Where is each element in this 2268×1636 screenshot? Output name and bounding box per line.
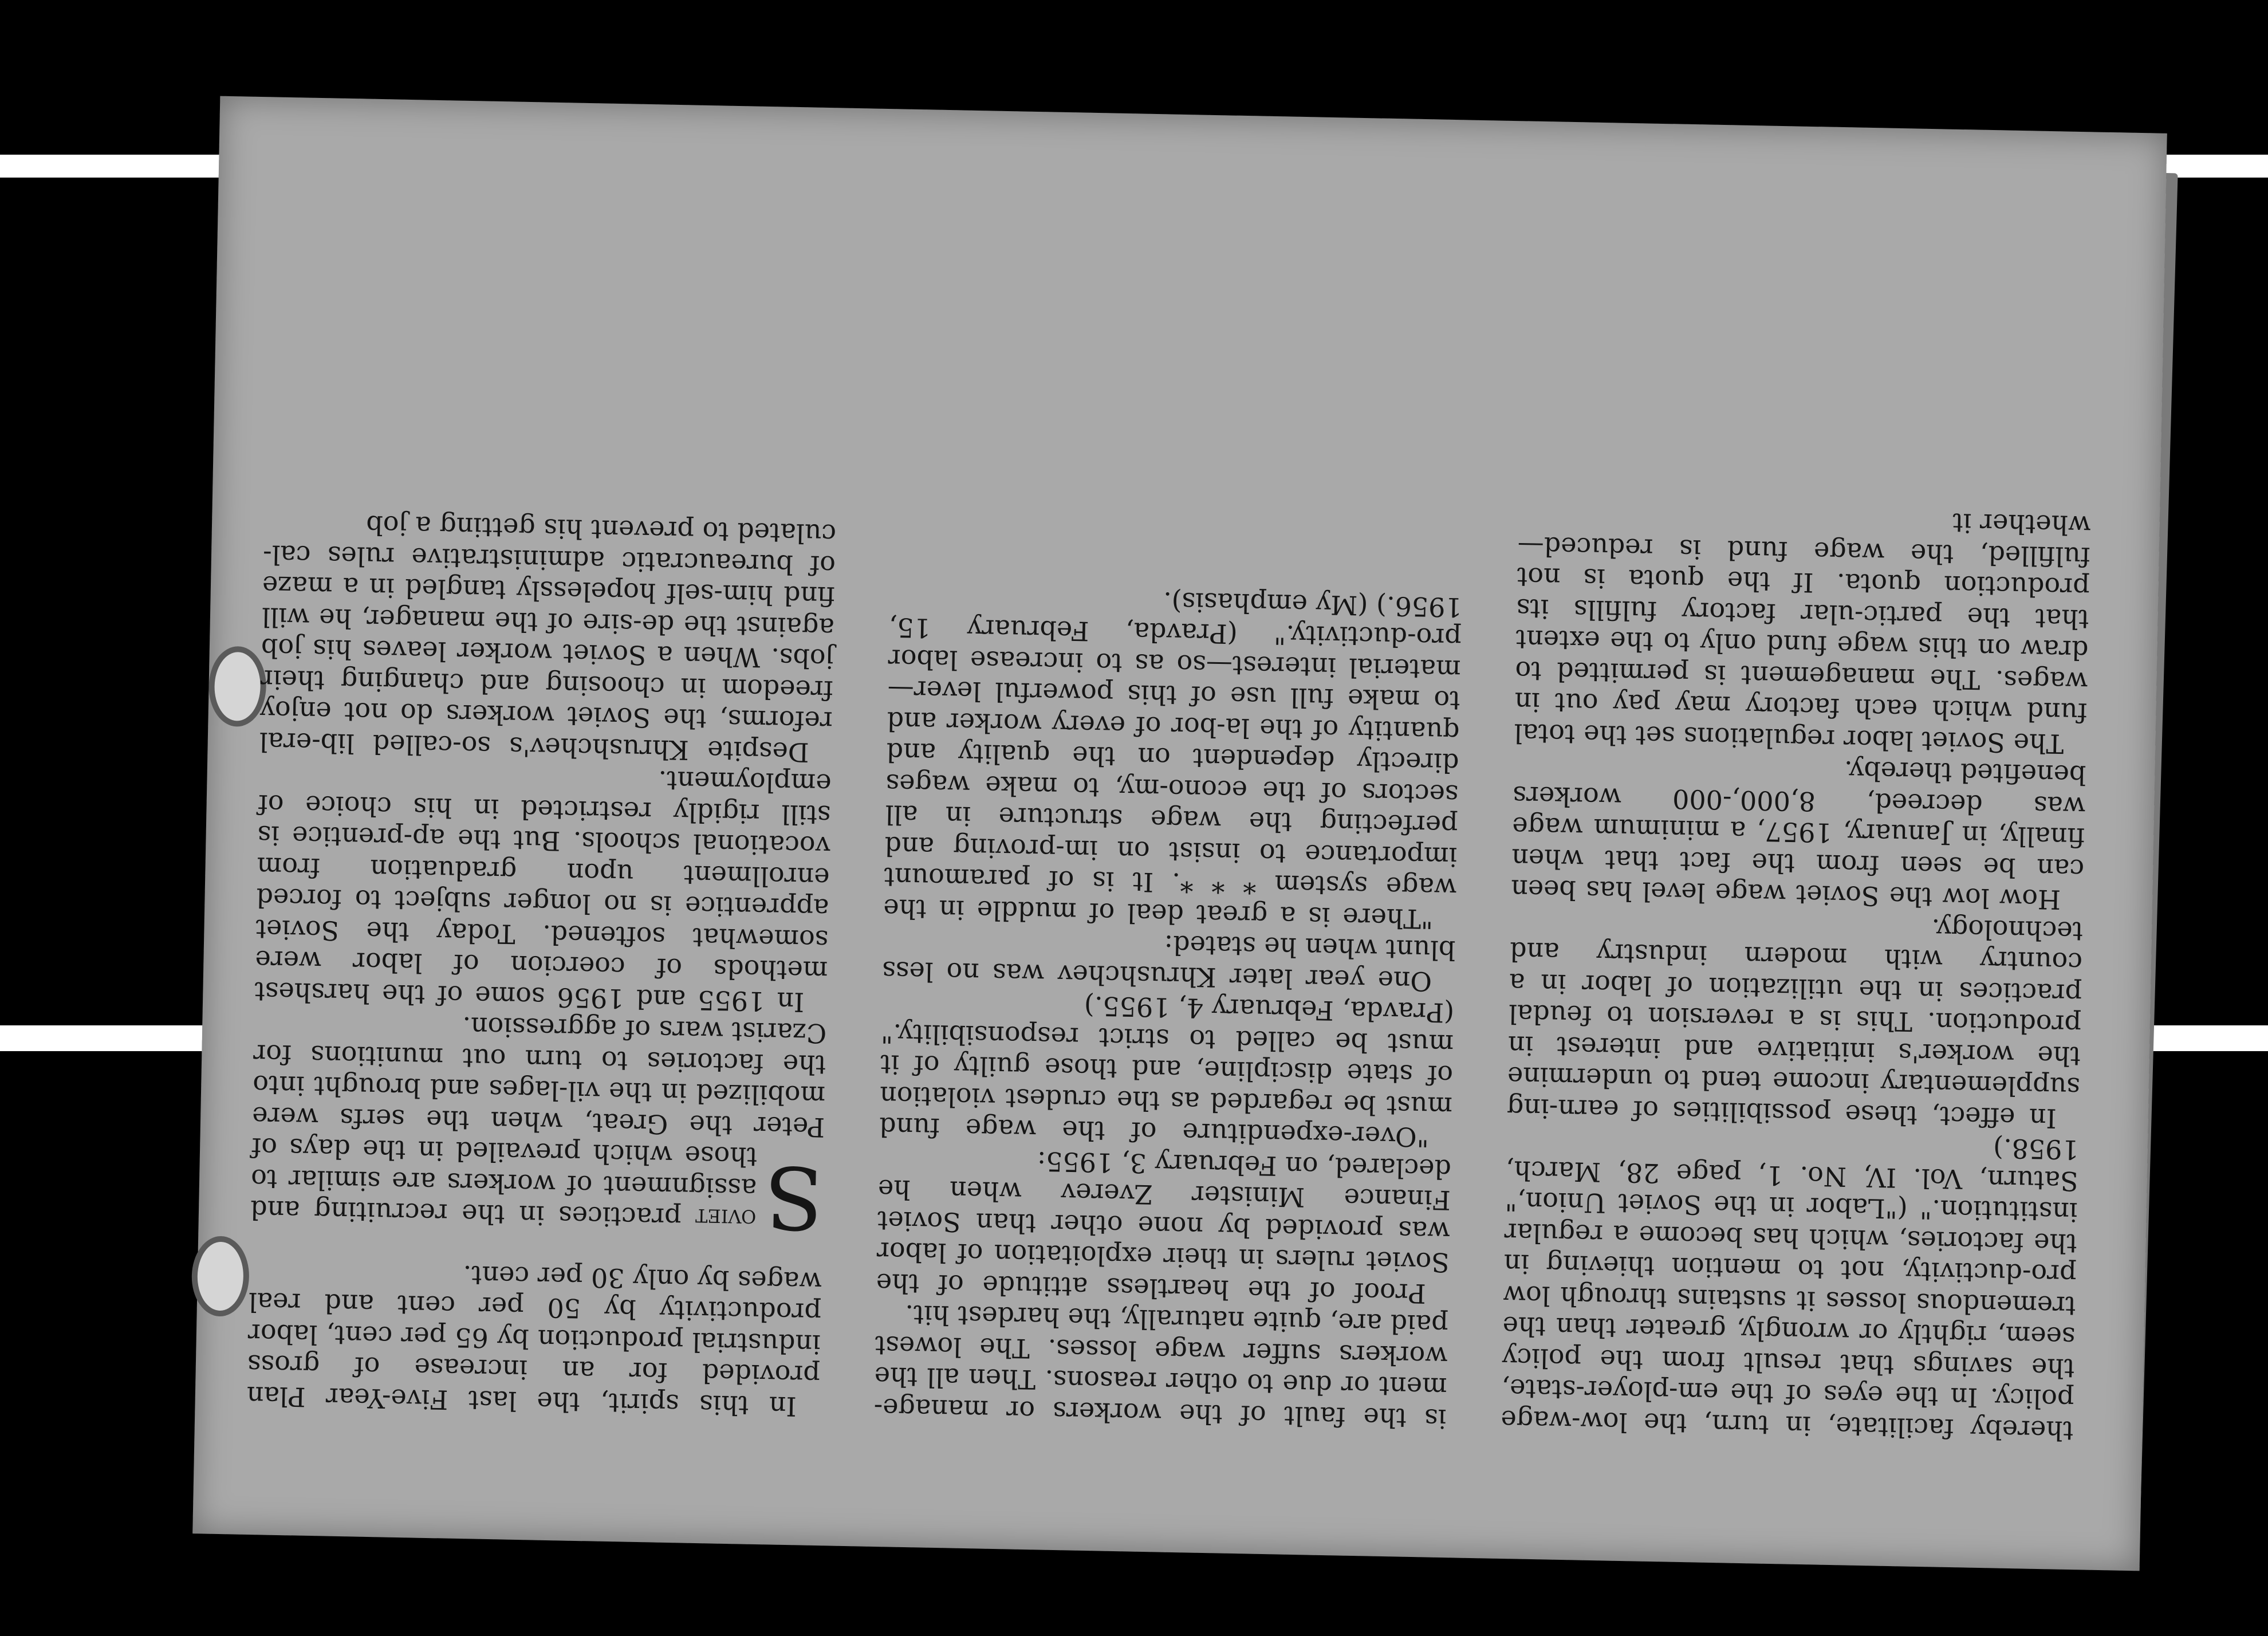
paragraph-with-dropcap <box>250 1007 827 1248</box>
drop-cap: S <box>763 1146 825 1248</box>
text-column-right <box>246 508 836 1422</box>
paragraph: Despite Khrushchev's so-called lib-eral reforms, the Soviet workers do not enjoy freedom in choosing and changing their jobs. When a Soviet worker leaves his job against the de-sire of the manager, he will find him-self hopelessly tangled in a maze of bureaucratic administrative rules cal-culated to prevent his getting a job <box>259 510 837 768</box>
paragraph: The Soviet labor regulations set the total fund which each factory may pay out in wages. The management is permitted to draw on this wage fund only to the extent that the partic-ular factory fulfills its production quota. If the quota is not fulfilled, the wage fund is reduced—whether it <box>1513 508 2092 760</box>
text-column-middle <box>873 581 1462 1434</box>
quotation: "Over-expenditure of the wage fund must be regarded as the crudest violation of state discipline, and those guilty of it must be called to strict responsibility." (Pravda, February 4, 1955.) <box>879 990 1455 1153</box>
paragraph: thereby facilitate, in turn, the low-wage policy. In the eyes of the em-ployer-state, the savings that result from the policy seem, rightly or wrongly, greater than the tremendous losses it sustains through low pro-ductivity, not to mention thieving in the factories, which has become a regular institution." ("Labor in the Soviet Union," Saturn, Vol. IV, No. 1, page 28, March, 1958.) <box>1500 1132 2080 1447</box>
text-column-left <box>1501 499 2091 1446</box>
paragraph: In effect, these possibilities of earn-ing supplementary income tend to undermine the worker's initiative and interest in production. This is a reversion to feudal practices in the utilization of labor in a country with modern industry and technology. <box>1506 913 2084 1134</box>
paragraph: is the fault of the workers or manage-ment or due to other reasons. Then all the workers suffer wage losses. The lowest paid are, quite naturally, the hardest hit. <box>873 1299 1449 1435</box>
paragraph: In this spirit, the last Five-Year Plan provided for an increase of gross industrial production by 65 per cent, labor productivity by 50 per cent and real wages by only 30 per cent. <box>246 1260 822 1422</box>
paragraph: Proof of the heartless attitude of the Soviet rulers in their exploitation of labor was provided by none other than Soviet Finance Minister Zverev when he declared, on February 3, 1955: <box>876 1146 1452 1309</box>
upside-down-text <box>192 96 2167 1571</box>
small-caps-lead: oviet <box>695 1203 757 1236</box>
quotation: "There is a great deal of muddle in the wage system * * *. It is of paramount importance to insist on im-proving and perfecting the wage structure in all sectors of the econo-my, to make wages directly dependent on the quality and quantity of the la-bor of every worker and to make full use of this powerful lever—material interest—so as to increase labor pro-ductivity." (Pravda, February 15, 1956.) (My emphasis). <box>883 586 1463 935</box>
paragraph: In 1955 and 1956 some of the harshest methods of coercion of labor were somewhat softened. Today the Soviet apprentice is no longer subject to forced enrollment upon graduation from vocational schools. But the ap-prentice is still rigidly restricted in his choice of employment. <box>254 765 832 1018</box>
document-page <box>192 96 2167 1571</box>
paragraph: One year later Khrushchev was no less blunt when he stated: <box>881 930 1456 997</box>
paragraph-body: practices in the recruiting and assignment of workers are similar to those which prevailed in the days of Peter the Great, when the serfs were mobilized in the vil-lages and brought into the factories to turn out munitions for Czarist wars of aggression. <box>250 1011 827 1234</box>
paragraph: How low the Soviet wage level has been can be seen from the fact that when finally, in January, 1957, a minimum wage was decreed, 8,000,-000 workers benefited thereby. <box>1510 755 2086 916</box>
